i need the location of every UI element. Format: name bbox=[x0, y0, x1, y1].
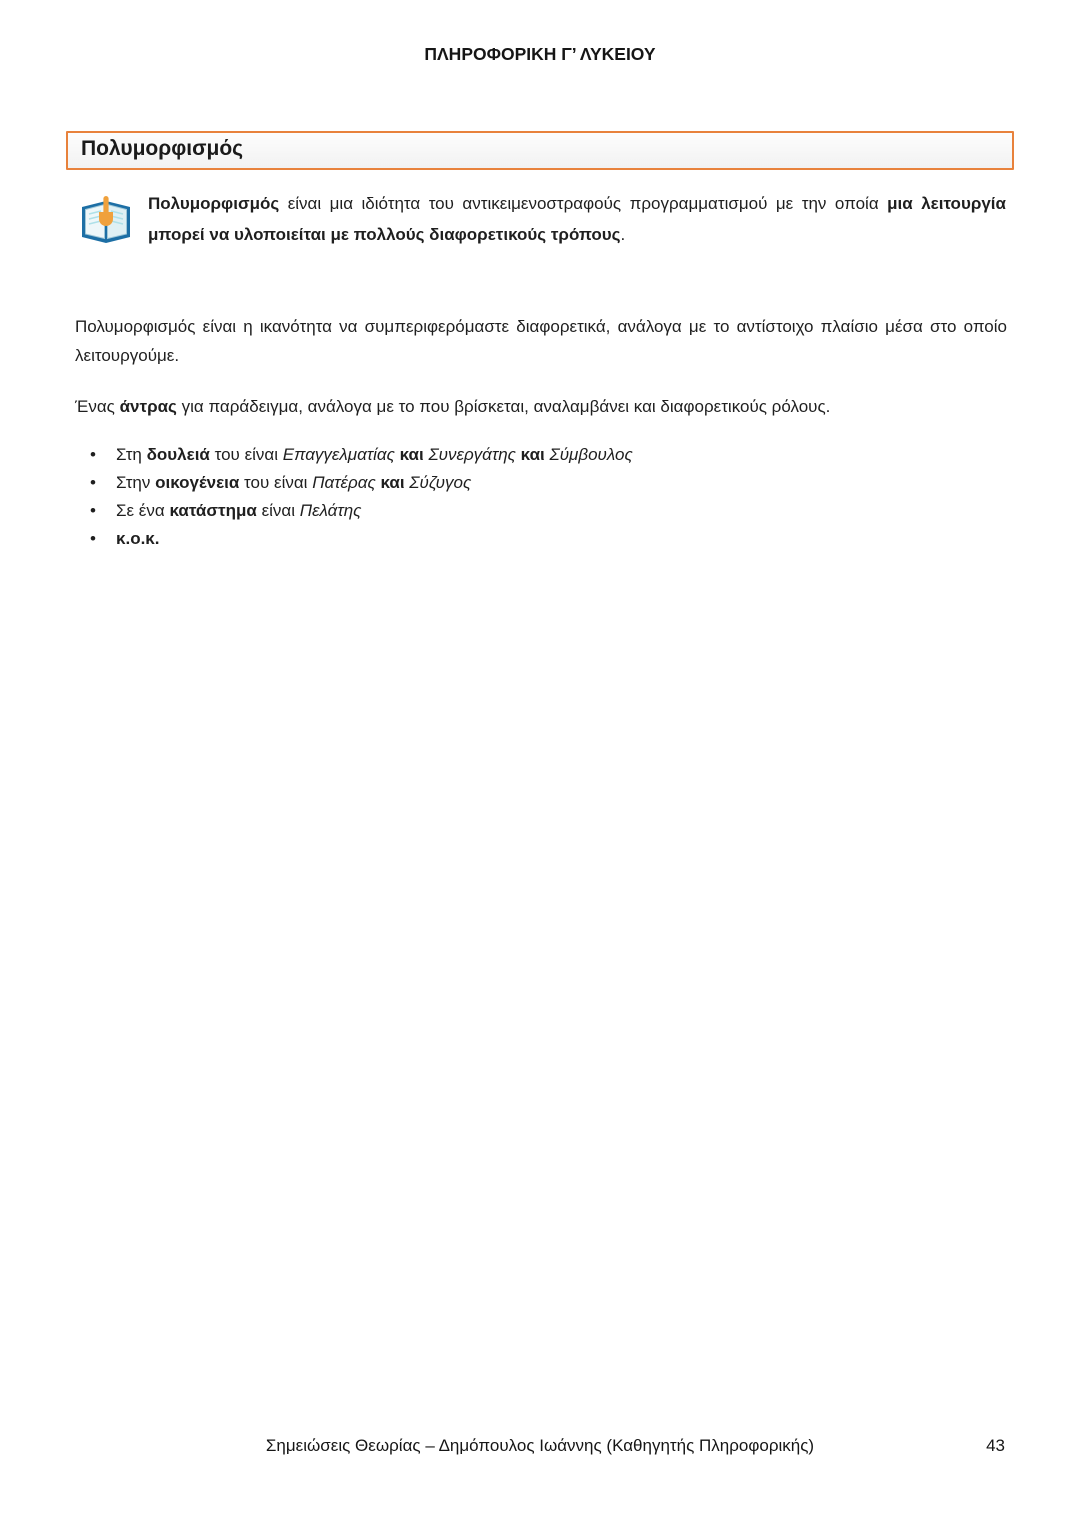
page-header-title: ΠΛΗΡΟΦΟΡΙΚΗ Γ’ ΛΥΚΕΙΟΥ bbox=[424, 44, 656, 64]
section-heading-box bbox=[66, 131, 1014, 170]
roles-bullet-list bbox=[88, 444, 998, 556]
list-item: • Στην οικογένεια του είναι Πατέρας και Σύζυγος bbox=[88, 472, 998, 494]
page-footer bbox=[75, 1436, 1005, 1456]
open-book-pointing-hand-icon bbox=[78, 188, 134, 251]
list-item: • κ.ο.κ. bbox=[88, 528, 998, 550]
definition-text: Πολυμορφισμός είναι μια ιδιότητα του αντικειμενοστραφούς προγραμματισμού με την οποία μια λειτουργία μπορεί να υλοποιείται με πολλούς διαφορετικούς τρόπους. bbox=[148, 194, 1006, 244]
definition-block bbox=[78, 188, 1006, 251]
example-paragraph: Ένας άντρας για παράδειγμα, ανάλογα με το που βρίσκεται, αναλαμβάνει και διαφορετικούς ρόλους. bbox=[75, 397, 831, 416]
list-item: • Στη δουλειά του είναι Επαγγελματίας και Συνεργάτης και Σύμβουλος bbox=[88, 444, 998, 466]
page-number: 43 bbox=[986, 1436, 1005, 1455]
section-title: Πολυμορφισμός bbox=[81, 137, 244, 160]
footer-text: Σημειώσεις Θεωρίας – Δημόπουλος Ιωάννης (Καθηγητής Πληροφορικής) bbox=[265, 1436, 815, 1455]
intro-paragraph: Πολυμορφισμός είναι η ικανότητα να συμπεριφερόμαστε διαφορετικά, ανάλογα με το αντίστοιχο πλαίσιο μέσα στο οποίο λειτουργούμε. bbox=[75, 317, 1007, 365]
list-item: • Σε ένα κατάστημα είναι Πελάτης bbox=[88, 500, 998, 522]
